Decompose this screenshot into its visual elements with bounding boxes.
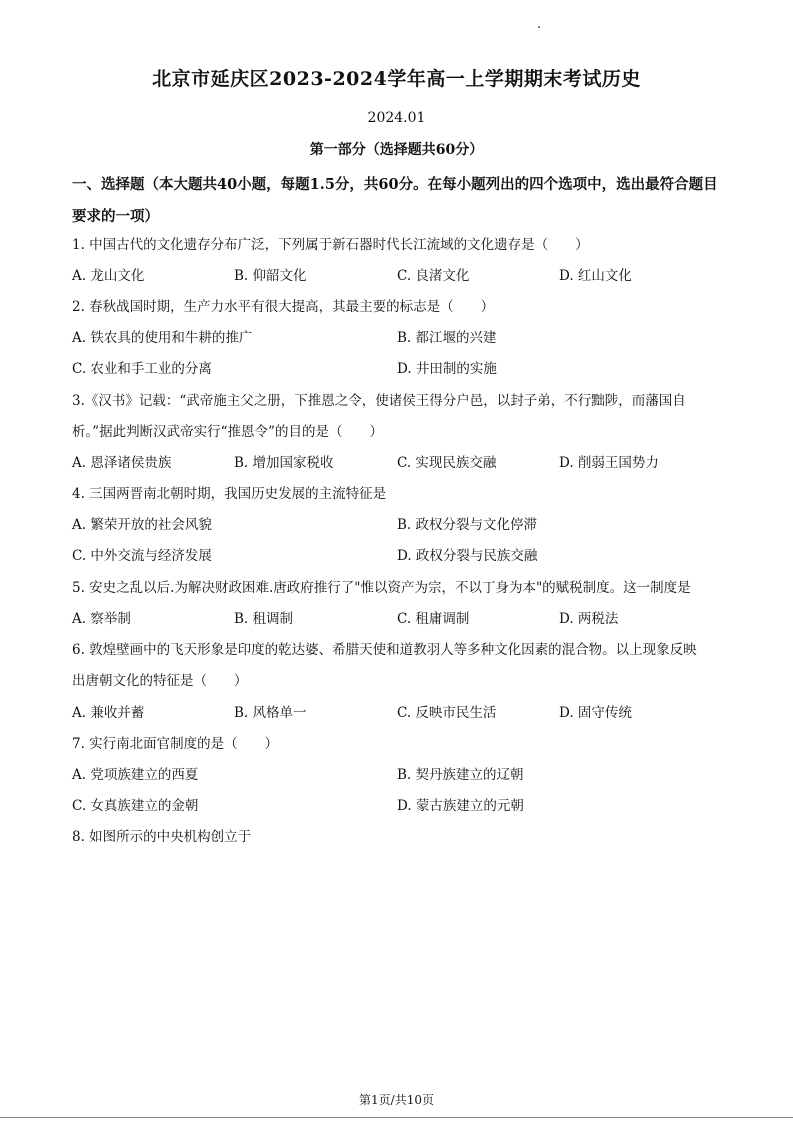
question-7-option-d[interactable]: D. 蒙古族建立的元朝 — [397, 798, 524, 814]
question-3-stem-line-2: 析。”据此判断汉武帝实行“推恩令”的目的是（ ） — [72, 424, 383, 440]
page-bottom-rule — [0, 1117, 793, 1118]
question-7-option-b[interactable]: B. 契丹族建立的辽朝 — [397, 767, 524, 783]
page-footer: 第1页/共10页 — [359, 1093, 434, 1107]
question-1-option-d[interactable]: D. 红山文化 — [559, 268, 632, 284]
question-3-stem-line-1: 3.《汉书》记载：“武帝施主父之册，下推恩之令，使诸侯王得分户邑，以封子弟，不行黜陟，而藩国自 — [72, 393, 686, 409]
question-5-option-c[interactable]: C. 租庸调制 — [397, 611, 470, 627]
question-3-option-c[interactable]: C. 实现民族交融 — [397, 455, 497, 471]
question-4-option-b[interactable]: B. 政权分裂与文化停滞 — [397, 517, 538, 533]
exam-title: 北京市延庆区2023-2024学年高一上学期期末考试历史 — [152, 68, 641, 90]
exam-date: 2024.01 — [367, 110, 426, 126]
question-2-stem: 2. 春秋战国时期，生产力水平有很大提高，其最主要的标志是（ ） — [72, 299, 495, 315]
question-4-option-d[interactable]: D. 政权分裂与民族交融 — [397, 548, 538, 564]
scan-dot — [538, 26, 540, 28]
question-3-option-a[interactable]: A. 恩泽诸侯贵族 — [72, 455, 172, 471]
question-5-option-d[interactable]: D. 两税法 — [559, 611, 619, 627]
question-8-stem: 8. 如图所示的中央机构创立于 — [72, 829, 252, 845]
question-2-option-d[interactable]: D. 井田制的实施 — [397, 361, 497, 377]
question-1-option-c[interactable]: C. 良渚文化 — [397, 268, 470, 284]
question-4-option-a[interactable]: A. 繁荣开放的社会风貌 — [72, 517, 212, 533]
question-7-option-a[interactable]: A. 党项族建立的西夏 — [72, 767, 199, 783]
question-2-option-a[interactable]: A. 铁农具的使用和牛耕的推广 — [72, 330, 253, 346]
question-1-stem: 1. 中国古代的文化遗存分布广泛，下列属于新石器时代长江流域的文化遗存是（ ） — [72, 237, 589, 253]
question-6-option-a[interactable]: A. 兼收并蓄 — [72, 705, 145, 721]
part-heading: 第一部分（选择题共60分） — [309, 142, 484, 158]
section-heading: 一、选择题（本大题共40小题，每题1.5分，共60分。在每小题列出的四个选项中，选出最符合题目要求的一项） — [72, 176, 718, 225]
question-2-option-c[interactable]: C. 农业和手工业的分离 — [72, 361, 212, 377]
question-3-option-d[interactable]: D. 削弱王国势力 — [559, 455, 659, 471]
question-4-option-c[interactable]: C. 中外交流与经济发展 — [72, 548, 212, 564]
question-1-option-b[interactable]: B. 仰韶文化 — [234, 268, 307, 284]
question-2-option-b[interactable]: B. 都江堰的兴建 — [397, 330, 497, 346]
question-6-stem-line-1: 6. 敦煌壁画中的飞天形象是印度的乾达婆、希腊天使和道教羽人等多种文化因素的混合物。以上现象反映 — [72, 642, 697, 658]
question-1-option-a[interactable]: A. 龙山文化 — [72, 268, 145, 284]
question-6-stem-line-2: 出唐朝文化的特征是（ ） — [72, 673, 248, 689]
question-5-option-a[interactable]: A. 察举制 — [72, 611, 131, 627]
question-3-option-b[interactable]: B. 增加国家税收 — [234, 455, 334, 471]
question-6-option-d[interactable]: D. 固守传统 — [559, 705, 632, 721]
question-7-option-c[interactable]: C. 女真族建立的金朝 — [72, 798, 199, 814]
question-5-option-b[interactable]: B. 租调制 — [234, 611, 294, 627]
question-5-stem: 5. 安史之乱以后.为解决财政困难.唐政府推行了"惟以资产为宗，不以丁身为本"的赋税制度。这一制度是 — [72, 580, 691, 596]
question-6-option-c[interactable]: C. 反映市民生活 — [397, 705, 497, 721]
question-7-stem: 7. 实行南北面官制度的是（ ） — [72, 736, 279, 752]
question-6-option-b[interactable]: B. 风格单一 — [234, 705, 307, 721]
question-4-stem: 4. 三国两晋南北朝时期，我国历史发展的主流特征是 — [72, 486, 387, 502]
